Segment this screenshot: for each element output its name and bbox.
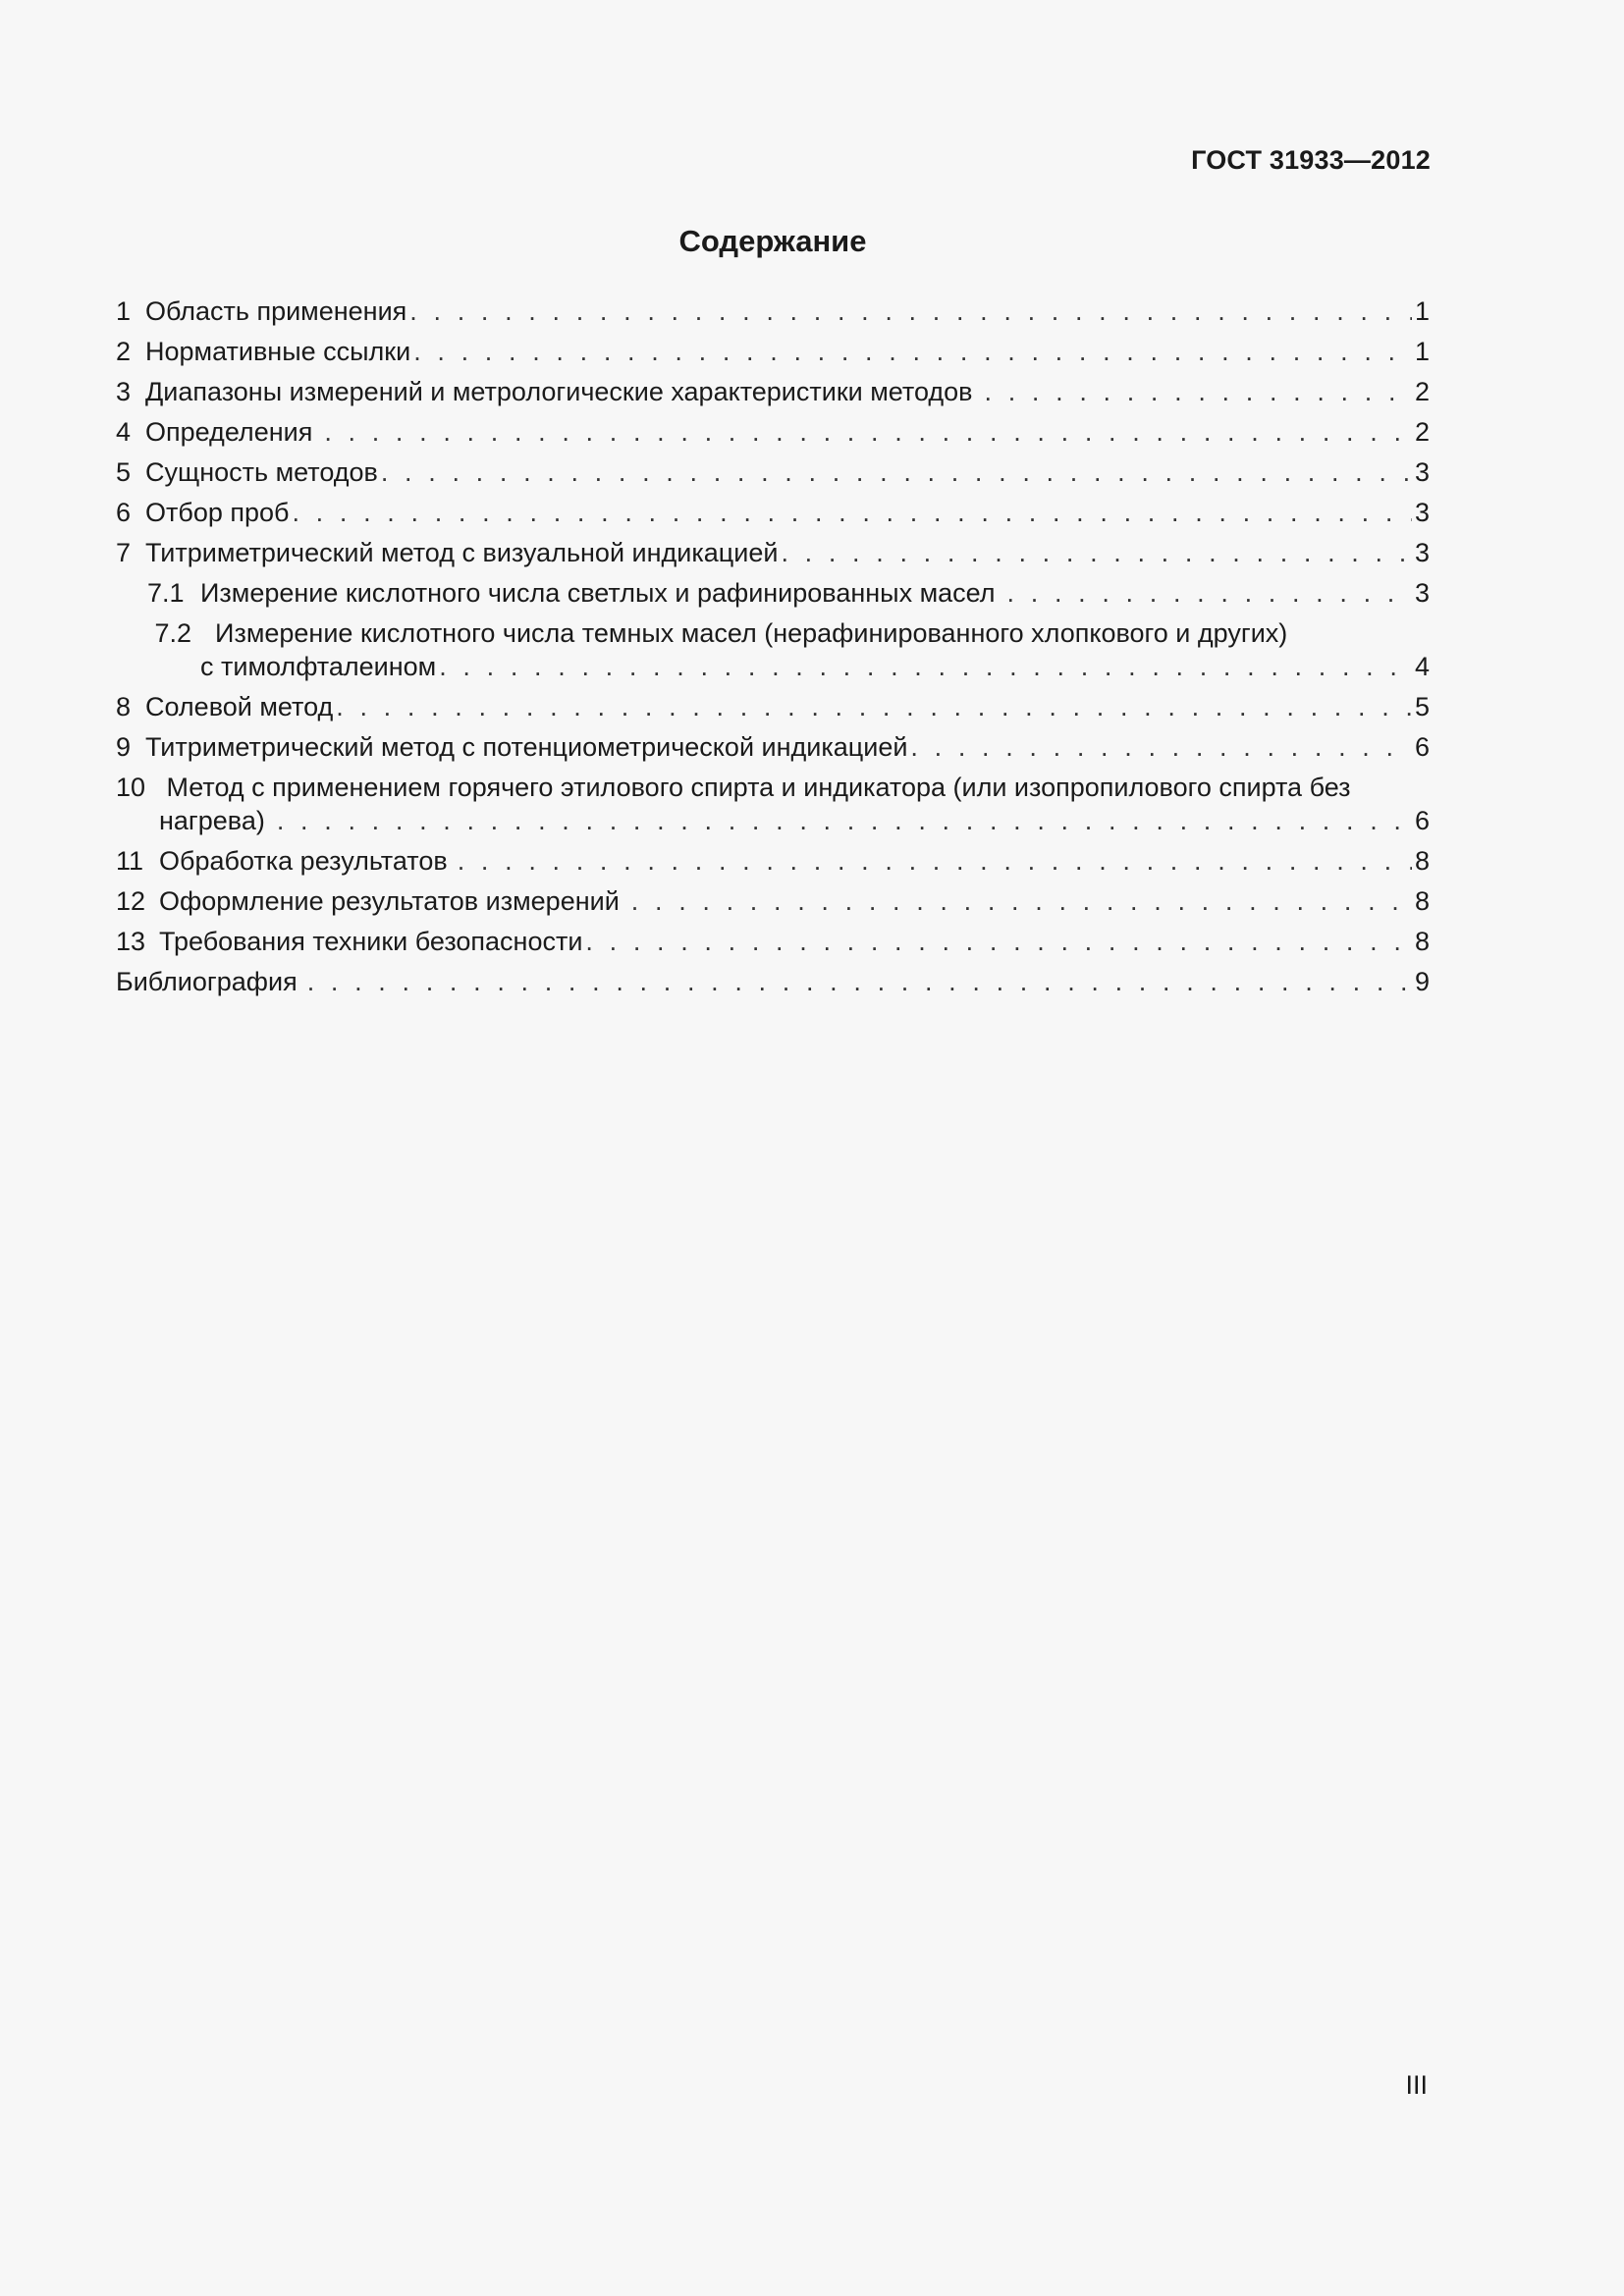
page-title: Содержание [678,224,867,258]
toc-entry-page: 3 [1414,538,1430,567]
toc-entry-number: 7.2 [154,618,192,648]
toc-entry-label: Нормативные ссылки [145,337,411,366]
toc-entry-number: 11 [116,846,144,876]
toc-entry-number: 12 [116,886,146,916]
document-header: ГОСТ 31933—2012 [1191,145,1431,175]
toc-entry-page: 9 [1414,967,1430,996]
dot-leader [413,335,1412,368]
toc-entry-page: 4 [1414,652,1430,681]
toc-entry-3[interactable] [116,375,1430,415]
toc-entry-number: 10 [116,773,146,802]
dot-leader [910,730,1412,764]
table-of-contents [116,294,1430,1005]
page-number: III [1405,2070,1428,2100]
toc-entry-page: 3 [1414,578,1430,608]
toc-entry-label: Определения [145,417,313,447]
toc-entry-1[interactable] [116,294,1430,335]
toc-entry-page: 8 [1414,927,1430,956]
toc-entry-label: Титриметрический метод с потенциометрической индикацией [145,732,908,762]
toc-entry-label: Солевой метод [145,692,334,721]
toc-entry-9[interactable] [116,730,1430,771]
toc-entry-page: 1 [1414,337,1430,366]
toc-entry-10[interactable] [116,771,1430,844]
dot-leader [781,536,1412,569]
toc-entry-label: Область применения [145,296,407,326]
toc-entry-7-1[interactable] [116,576,1430,616]
toc-entry-label: Обработка результатов [159,846,448,876]
toc-entry-label: Диапазоны измерений и метрологические характеристики методов [145,377,973,406]
toc-entry-label: Отбор проб [145,498,290,527]
toc-entry-page: 6 [1414,732,1430,762]
toc-entry-page: 2 [1414,377,1430,406]
toc-entry-13[interactable] [116,925,1430,965]
toc-entry-number: 5 [116,457,132,487]
toc-entry-label: Сущность методов [145,457,378,487]
toc-entry-number: 2 [116,337,132,366]
dot-leader [324,415,1412,449]
toc-entry-12[interactable] [116,884,1430,925]
toc-entry-page: 2 [1414,417,1430,447]
toc-entry-page: 1 [1414,296,1430,326]
dot-leader [292,496,1411,529]
toc-entry-7-2[interactable] [116,616,1430,690]
toc-entry-label: Библиография [116,967,298,996]
toc-entry-label: Измерение кислотного числа темных масел (нерафинированного хлопкового и других) [215,618,1288,648]
toc-entry-number: 4 [116,417,132,447]
toc-entry-label: Оформление результатов измерений [159,886,620,916]
toc-entry-number: 7.1 [147,578,185,608]
toc-entry-8[interactable] [116,690,1430,730]
toc-entry-4[interactable] [116,415,1430,455]
toc-entry-bibliography[interactable] [116,965,1430,1005]
toc-entry-page: 3 [1414,457,1430,487]
toc-entry-11[interactable] [116,844,1430,884]
toc-entry-number: 1 [116,296,132,326]
toc-entry-label: Метод с применением горячего этилового спирта и индикатора (или изопропилового спирта без [166,773,1351,802]
dot-leader [439,650,1412,683]
toc-entry-label: Требования техники безопасности [159,927,583,956]
toc-entry-number: 7 [116,538,132,567]
toc-entry-number: 8 [116,692,132,721]
dot-leader [277,804,1412,837]
toc-entry-label: Измерение кислотного числа светлых и рафинированных масел [200,578,996,608]
toc-entry-6[interactable] [116,496,1430,536]
toc-entry-5[interactable] [116,455,1430,496]
toc-entry-number: 9 [116,732,132,762]
toc-entry-page: 3 [1414,498,1430,527]
toc-entry-number: 13 [116,927,146,956]
toc-entry-number: 3 [116,377,132,406]
dot-leader [631,884,1412,918]
toc-entry-2[interactable] [116,335,1430,375]
toc-entry-label-continued: с тимолфталеином [200,652,437,681]
dot-leader [381,455,1412,489]
dot-leader [336,690,1412,723]
dot-leader [458,844,1412,878]
toc-entry-number: 6 [116,498,132,527]
toc-entry-label-continued: нагрева) [159,806,265,835]
dot-leader [307,965,1412,998]
toc-entry-page: 5 [1414,692,1430,721]
dot-leader [985,375,1412,408]
dot-leader [585,925,1412,958]
dot-leader [409,294,1412,328]
toc-entry-label: Титриметрический метод с визуальной индикацией [145,538,779,567]
toc-entry-7[interactable] [116,536,1430,576]
dot-leader [1007,576,1412,610]
toc-entry-page: 6 [1414,806,1430,835]
toc-entry-page: 8 [1414,886,1430,916]
toc-entry-page: 8 [1414,846,1430,876]
